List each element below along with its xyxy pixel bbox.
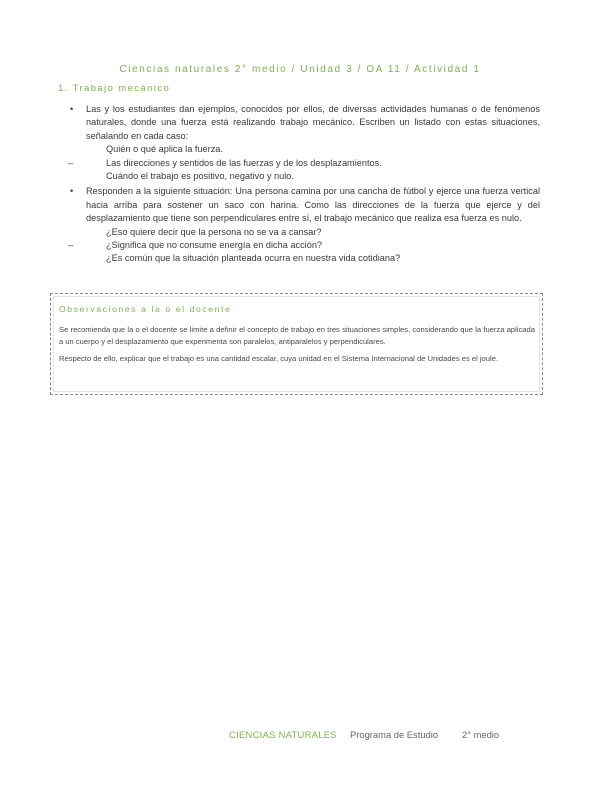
observations-paragraph: Respecto de ello, explicar que el trabajo es una cantidad escalar, cuya unidad en el Sistema Internacional de Unidades es el joule. [59,354,499,364]
sub-list-item [68,157,540,170]
sub-item-text: ¿Es común que la situación planteada ocurra en nuestra vida cotidiana? [106,253,401,264]
sub-marker: – [68,240,74,251]
item-text: Las y los estudiantes dan ejemplos, conocidos por ellos, de diversas actividades humanas o de fenómenos naturales, donde una fuerza está realizando trabajo mecánico. Escriben un listado con estas situaciones, señalando en cada caso: [86,104,540,141]
item-text: Responden a la siguiente situación: Una persona camina por una cancha de fútbol y ejerce una fuerza vertical hacia arriba para sostener un saco con harina. Como las direcciones de la fuerza que ejerce y del desplazamiento que tiene son perpendiculares entre sí, el trabajo mecánico que realiza esa fuerza es nulo. [86,186,540,224]
footer-grade: 2° medio [462,729,500,740]
list-item [68,103,540,143]
sub-list-item [68,143,540,156]
sub-item-text: ¿Eso quiere decir que la persona no se va a cansar? [106,226,322,237]
activity-content [68,103,540,266]
teacher-observations-box [50,293,543,395]
sub-list-item [68,239,540,252]
bullet-icon: • [70,104,74,114]
sub-item-text: Las direcciones y sentidos de las fuerzas y de los desplazamientos. [106,157,382,168]
sub-item-text: Cuándo el trabajo es positivo, negativo y nulo. [106,171,294,182]
observations-body [59,324,535,371]
observations-title: Observaciones a la o el docente [59,304,232,314]
bullet-icon: • [70,186,74,197]
sub-list-item [68,252,540,265]
section-title: 1. Trabajo mecánico [58,83,171,94]
list-item [68,185,540,225]
sub-item-text: ¿Significa que no consume energía en dicha acción? [106,240,323,251]
sub-item-text: Quién o qué aplica la fuerza. [106,144,223,155]
sub-list-item [68,226,540,239]
sub-list-item [68,170,540,183]
footer-program: Programa de Estudio [350,729,439,740]
observations-paragraph: Se recomienda que la o el docente se limite a definir el concepto de trabajo en tres situaciones simples, considerando que la fuerza aplicada a un cuerpo y el desplazamiento que experimenta son paralelos, antiparalelos y perpendiculares. [59,325,535,346]
running-header: Ciencias naturales 2° medio / Unidad 3 / OA 11 / Actividad 1 [119,64,481,75]
sub-marker: – [68,157,74,168]
footer-subject: CIENCIAS NATURALES [229,729,337,740]
